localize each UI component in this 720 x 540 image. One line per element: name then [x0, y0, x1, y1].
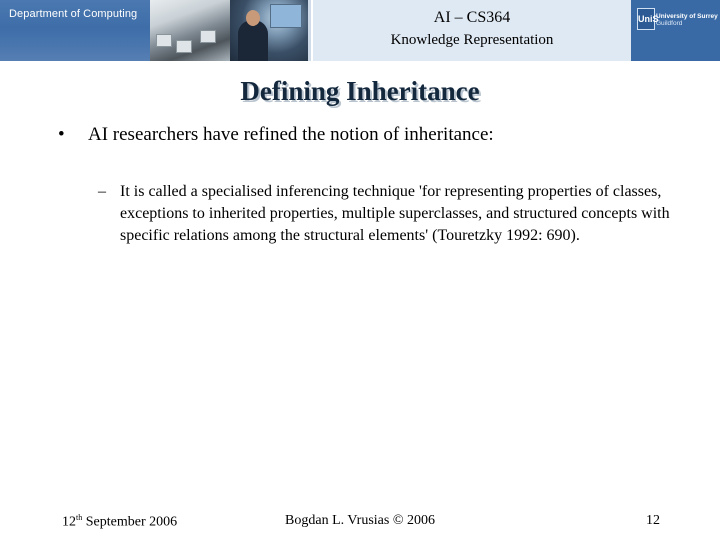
slide-title: Defining Inheritance	[240, 76, 480, 106]
bullet-text: AI researchers have refined the notion of inheritance:	[88, 124, 494, 145]
person-shape	[238, 20, 268, 61]
monitor-shape	[156, 34, 172, 47]
course-name: Knowledge Representation	[390, 32, 554, 48]
dash-icon: –	[98, 183, 106, 200]
slide-header	[0, 0, 720, 61]
course-box	[311, 0, 633, 61]
page-number: 12	[646, 513, 660, 528]
date-day: 12	[62, 514, 76, 530]
course-code: AI – CS364	[433, 9, 511, 26]
banner-wave	[0, 28, 150, 61]
monitor-shape	[200, 30, 216, 43]
date-rest: September 2006	[82, 514, 178, 530]
monitor-shape	[176, 40, 192, 53]
sub-bullet-text: It is called a specialised inferencing technique 'for representing properties of classes, exceptions to inherited properties, multiple superclasses, and structured concepts with specific relations among the structural elements' (Touretzky 1992: 690).	[120, 183, 670, 244]
department-label: Department of Computing	[9, 8, 138, 20]
face-shape	[246, 10, 260, 26]
university-text	[656, 13, 718, 27]
university-place: Guildford	[656, 20, 683, 27]
bullet-dot-icon: •	[58, 124, 65, 145]
computer-lab-photo	[150, 0, 230, 61]
university-logo	[631, 0, 720, 61]
students-photo	[230, 0, 308, 61]
screen-shape	[270, 4, 302, 28]
date-suffix: th	[76, 513, 83, 522]
footer-author: Bogdan L. Vrusias © 2006	[285, 513, 435, 528]
university-name: University of Surrey	[656, 13, 718, 20]
department-banner	[0, 0, 150, 61]
unis-logo-mark: UniS	[637, 8, 655, 30]
